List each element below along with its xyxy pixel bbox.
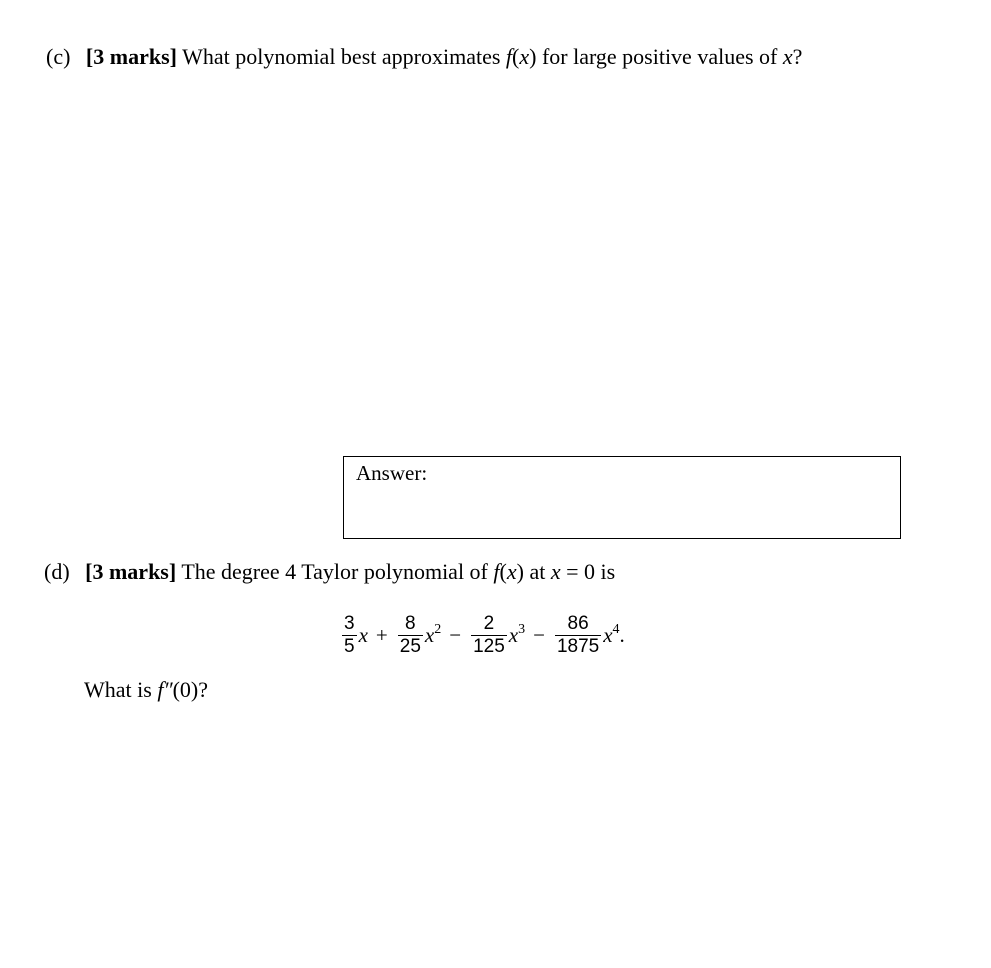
term-1-operator: + [375, 622, 388, 647]
question-c-text-before: What polynomial best approximates [182, 44, 506, 69]
term-4-numerator: 86 [567, 612, 589, 634]
term-1-numerator: 3 [344, 612, 355, 634]
subquestion-suffix: (0)? [172, 677, 209, 702]
question-d-label: (d) [44, 559, 70, 584]
question-d-func: f [493, 559, 500, 584]
question-d-text-eq: = 0 is [566, 559, 616, 584]
question-c-paren-close: ) [529, 44, 537, 69]
question-d-paren-close: ) [516, 559, 524, 584]
question-c-var: x [519, 44, 530, 69]
term-3-power: 3 [518, 622, 526, 637]
term-3-operator: − [533, 622, 545, 647]
term-1-variable: x [358, 622, 368, 647]
term-1-denominator: 5 [344, 635, 355, 657]
term-3-fraction [471, 614, 507, 657]
answer-box[interactable] [343, 456, 901, 539]
question-d [44, 561, 615, 583]
term-2-variable: $x^2$ [424, 622, 442, 647]
answer-label: Answer: [356, 461, 428, 485]
question-c [46, 46, 802, 68]
question-d-marks: [3 marks] [85, 559, 177, 584]
question-c-paren-open: ( [512, 44, 520, 69]
term-2-fraction [398, 614, 423, 657]
subquestion-func: f″ [157, 677, 173, 702]
question-c-text-end: ? [792, 44, 803, 69]
question-c-text-middle: for large positive values of [541, 44, 783, 69]
term-4-fraction [555, 614, 601, 657]
question-c-func: f [505, 44, 513, 69]
term-2-operator: − [449, 622, 462, 647]
question-d-text-at: at [529, 559, 551, 584]
question-d-var2: x [550, 559, 561, 584]
question-d-paren-open: ( [499, 559, 507, 584]
question-d-text-before: The degree 4 Taylor polynomial of [181, 559, 494, 584]
term-2-numerator: 8 [405, 612, 416, 634]
term-4-power: 4 [612, 622, 620, 637]
term-3-numerator: 2 [483, 612, 495, 634]
term-3-variable: $x^3$ [508, 622, 526, 647]
question-c-label: (c) [46, 44, 71, 69]
question-d-subquestion [84, 679, 208, 701]
term-3-denominator: 125 [473, 635, 505, 657]
question-c-var2: x [782, 44, 793, 69]
taylor-polynomial [340, 605, 625, 665]
question-d-var: x [506, 559, 517, 584]
question-c-marks: [3 marks] [85, 44, 177, 69]
term-4-denominator: 1875 [556, 635, 600, 657]
term-2-denominator: 25 [399, 635, 421, 657]
term-2-power: 2 [434, 622, 442, 637]
term-4-period: . [619, 622, 625, 647]
term-1-fraction [342, 614, 357, 657]
term-4-variable: $x^4$ [603, 622, 620, 647]
subquestion-prefix: What is [84, 677, 158, 702]
